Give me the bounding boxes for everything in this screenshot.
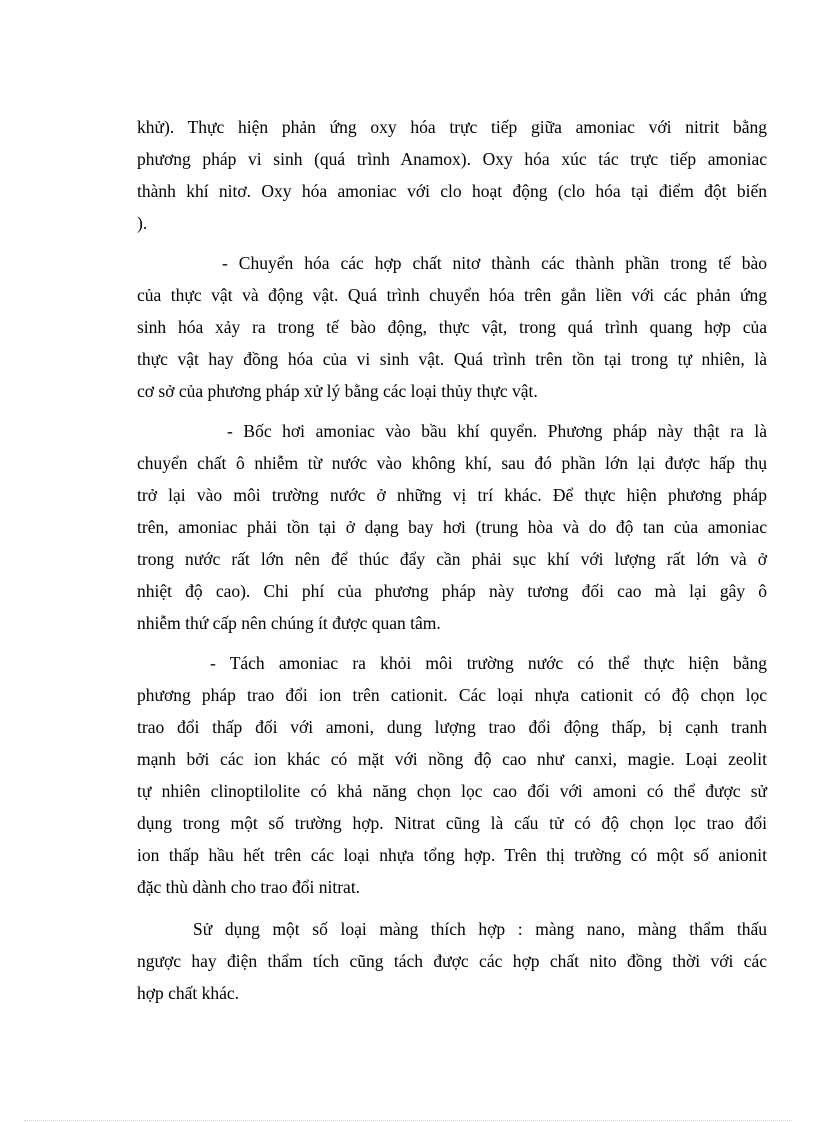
text-line: sinh hóa xảy ra trong tế bào động, thực vật, trong quá trình quang hợp của (137, 317, 767, 337)
text-line: ion thấp hầu hết trên các loại nhựa tổng hợp. Trên thị trường có một số anionit (137, 845, 767, 865)
text-line: - Tách amoniac ra khỏi môi trường nước có thể thực hiện bằng (210, 653, 767, 673)
text-line: nhiệt độ cao). Chi phí của phương pháp này tương đối cao mà lại gây ô (137, 581, 767, 601)
page-bottom-divider (24, 1120, 792, 1121)
text-line: tự nhiên clinoptilolite có khả năng chọn lọc cao đối với amoni có thể được sử (137, 781, 767, 801)
text-line: ). (137, 213, 148, 233)
text-line: - Bốc hơi amoniac vào bầu khí quyển. Phương pháp này thật ra là (227, 421, 767, 441)
text-line: phương pháp trao đổi ion trên cationit. Các loại nhựa cationit có độ chọn lọc (137, 685, 767, 705)
text-line: thực vật hay đồng hóa của vi sinh vật. Quá trình trên tồn tại trong tự nhiên, là (137, 349, 767, 369)
text-line: trao đổi thấp đối với amoni, dung lượng trao đổi động thấp, bị cạnh tranh (137, 717, 767, 737)
text-line: nhiễm thứ cấp nên chúng ít được quan tâm. (137, 613, 441, 633)
text-line: đặc thù dành cho trao đổi nitrat. (137, 877, 361, 897)
text-line: cơ sở của phương pháp xử lý bằng các loại thủy thực vật. (137, 381, 538, 401)
text-line: dụng trong một số trường hợp. Nitrat cũng là cấu tử có độ chọn lọc trao đổi (137, 813, 767, 833)
text-line: ngược hay điện thẩm tích cũng tách được các hợp chất nito đồng thời với các (137, 951, 767, 971)
text-line: hợp chất khác. (137, 983, 240, 1003)
text-line: phương pháp vi sinh (quá trình Anamox). Oxy hóa xúc tác trực tiếp amoniac (137, 149, 767, 169)
text-line: trong nước rất lớn nên để thúc đẩy cần phải sục khí với lượng rất lớn và ở (137, 549, 767, 569)
text-line: trên, amoniac phải tồn tại ở dạng bay hơi (trung hòa và do độ tan của amoniac (137, 517, 767, 537)
text-line: khử). Thực hiện phản ứng oxy hóa trực tiếp giữa amoniac với nitrit bằng (137, 117, 767, 137)
text-line: Sử dụng một số loại màng thích hợp : màng nano, màng thẩm thấu (193, 919, 767, 939)
text-line: thành khí nitơ. Oxy hóa amoniac với clo hoạt động (clo hóa tại điểm đột biến (137, 181, 767, 201)
text-line: chuyển chất ô nhiễm từ nước vào không khí, sau đó phần lớn lại được hấp thụ (137, 453, 767, 473)
text-line: trở lại vào môi trường nước ở những vị trí khác. Để thực hiện phương pháp (137, 485, 767, 505)
text-line: - Chuyển hóa các hợp chất nitơ thành các thành phần trong tế bào (222, 253, 767, 273)
text-line: mạnh bởi các ion khác có mặt với nồng độ cao như canxi, magie. Loại zeolit (137, 749, 767, 769)
text-line: của thực vật và động vật. Quá trình chuyển hóa trên gắn liền với các phản ứng (137, 285, 767, 305)
